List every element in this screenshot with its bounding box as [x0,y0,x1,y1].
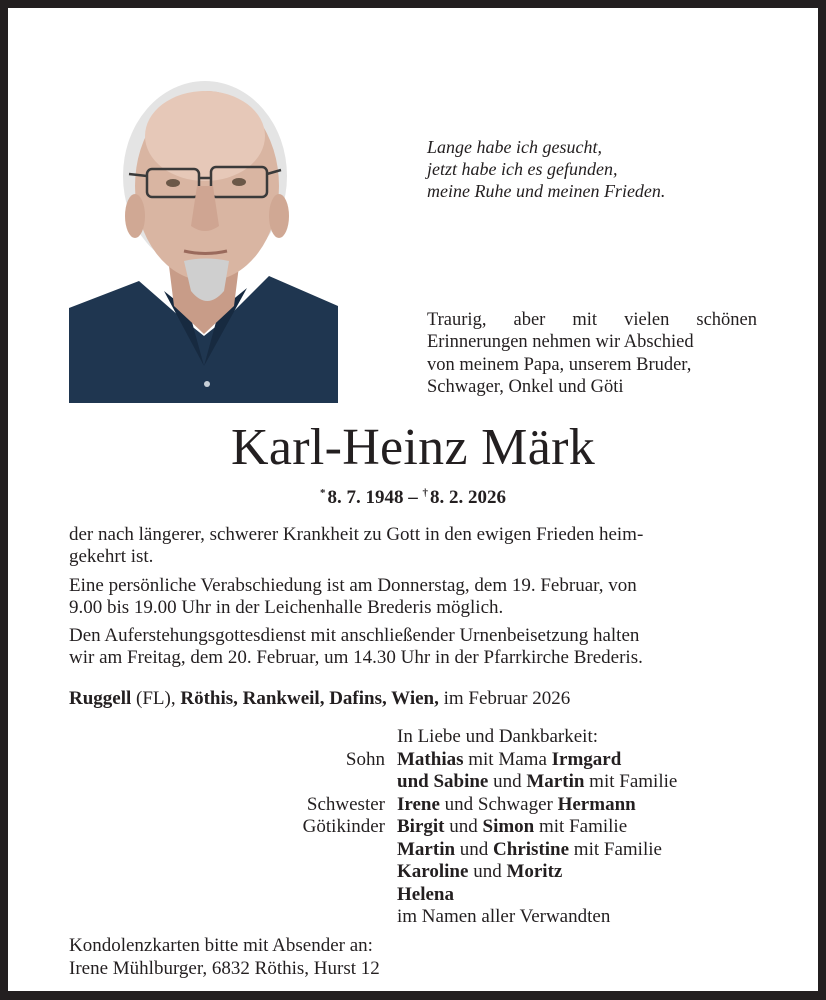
family-role [69,839,397,862]
member-connector: und Schwager [439,793,558,815]
family-role: Schwester [306,793,385,815]
body-line: der nach längerer, schwerer Krankheit zu Gott in den ewigen Frieden heim- [69,524,644,545]
member-name: Helena [397,883,454,905]
poem-line: jetzt habe ich es gefunden, [427,159,618,179]
family-role [69,884,397,907]
family-rows [69,749,789,907]
member-connector: mit Familie [584,771,678,792]
family-closing: im Namen aller Verwandten [397,906,611,927]
family-members [397,861,562,884]
member-connector: und [468,861,507,882]
life-dates [8,481,818,510]
birth-star-icon: * [320,487,326,499]
member-name: Mathias [397,748,464,770]
announcement-body [69,524,759,676]
member-connector: mit Familie [534,816,628,837]
member-name: Simon [482,816,535,837]
member-connector: mit Familie [569,838,662,860]
obituary-card [8,8,818,991]
death-date: 8. 2. 2026 [430,487,506,508]
family-members [397,839,662,862]
body-line: 9.00 bis 19.00 Uhr in der Leichenhalle Brederis möglich. [69,596,504,618]
intro-line: Schwager, Onkel und Göti [427,376,624,397]
body-line: Den Auferstehungsgottesdienst mit anschließender Urnenbeisetzung halten [69,625,640,647]
intro-line: Traurig, aber mit vielen schönen [427,310,757,330]
body-line: Eine persönliche Verabschiedung ist am Donnerstag, dem 19. Februar, von [69,574,637,596]
deceased-name: Karl-Heinz Märk [230,419,595,476]
member-connector: und [444,816,483,837]
member-name: Moritz [506,861,563,882]
family-role: Götikinder [302,816,385,837]
place-suffix: (FL), [131,688,181,709]
member-name: Irene [397,793,440,815]
member-connector: und [488,771,527,792]
place-date: im Februar 2026 [438,688,571,709]
family-members [397,771,677,794]
family-role [69,771,397,794]
date-separator: – [408,487,418,508]
place-ruggell: Ruggell [69,688,132,709]
portrait-image [69,66,338,403]
family-members [397,749,621,772]
portrait-photo [69,66,338,403]
body-line: wir am Freitag, dem 20. Februar, um 14.30 Uhr in der Pfarrkirche Brederis. [69,647,643,669]
family-closing-row [69,906,789,929]
family-role: Sohn [345,748,385,770]
member-name: Irmgard [551,748,622,770]
family-row [69,884,789,907]
body-line: gekehrt ist. [69,546,154,568]
birth-date: 8. 7. 1948 [327,487,404,508]
intro-line: Erinnerungen nehmen wir Abschied [427,332,694,353]
member-name: Martin [526,771,585,792]
member-connector: mit Mama [463,748,552,770]
places-list: Röthis, Rankweil, Dafins, Wien, [180,688,439,709]
member-connector: und [455,838,494,860]
member-name: Karoline [397,861,469,882]
intro-line: von meinem Papa, unserem Bruder, [427,354,692,375]
family-row [69,771,789,794]
family-row [69,816,789,839]
family-row [69,861,789,884]
places-line [69,688,570,710]
death-cross-icon: † [422,487,428,499]
poem-line: Lange habe ich gesucht, [427,137,602,157]
member-name: und Sabine [397,771,489,792]
condolence-note: Kondolenzkarten bitte mit Absender an: [69,935,373,956]
family-list [69,726,789,929]
intro-text [427,309,757,398]
poem-line: meine Ruhe und meinen Frieden. [427,181,666,201]
family-row [69,839,789,862]
family-row [69,749,789,772]
member-name: Martin [397,838,456,860]
family-members [397,884,454,907]
family-role [69,861,397,884]
condolence-address [69,935,380,980]
family-members [397,794,636,817]
body-paragraph [69,625,759,670]
member-name: Hermann [557,793,636,815]
condolence-address-line: Irene Mühlburger, 6832 Röthis, Hurst 12 [69,957,380,979]
body-paragraph [69,524,759,569]
body-paragraph [69,575,759,620]
family-members [397,816,627,839]
family-heading-row [69,726,789,749]
poem [427,136,665,202]
member-name: Christine [493,838,570,860]
member-name: Birgit [397,816,445,837]
family-row [69,794,789,817]
family-heading: In Liebe und Dankbarkeit: [397,726,599,747]
